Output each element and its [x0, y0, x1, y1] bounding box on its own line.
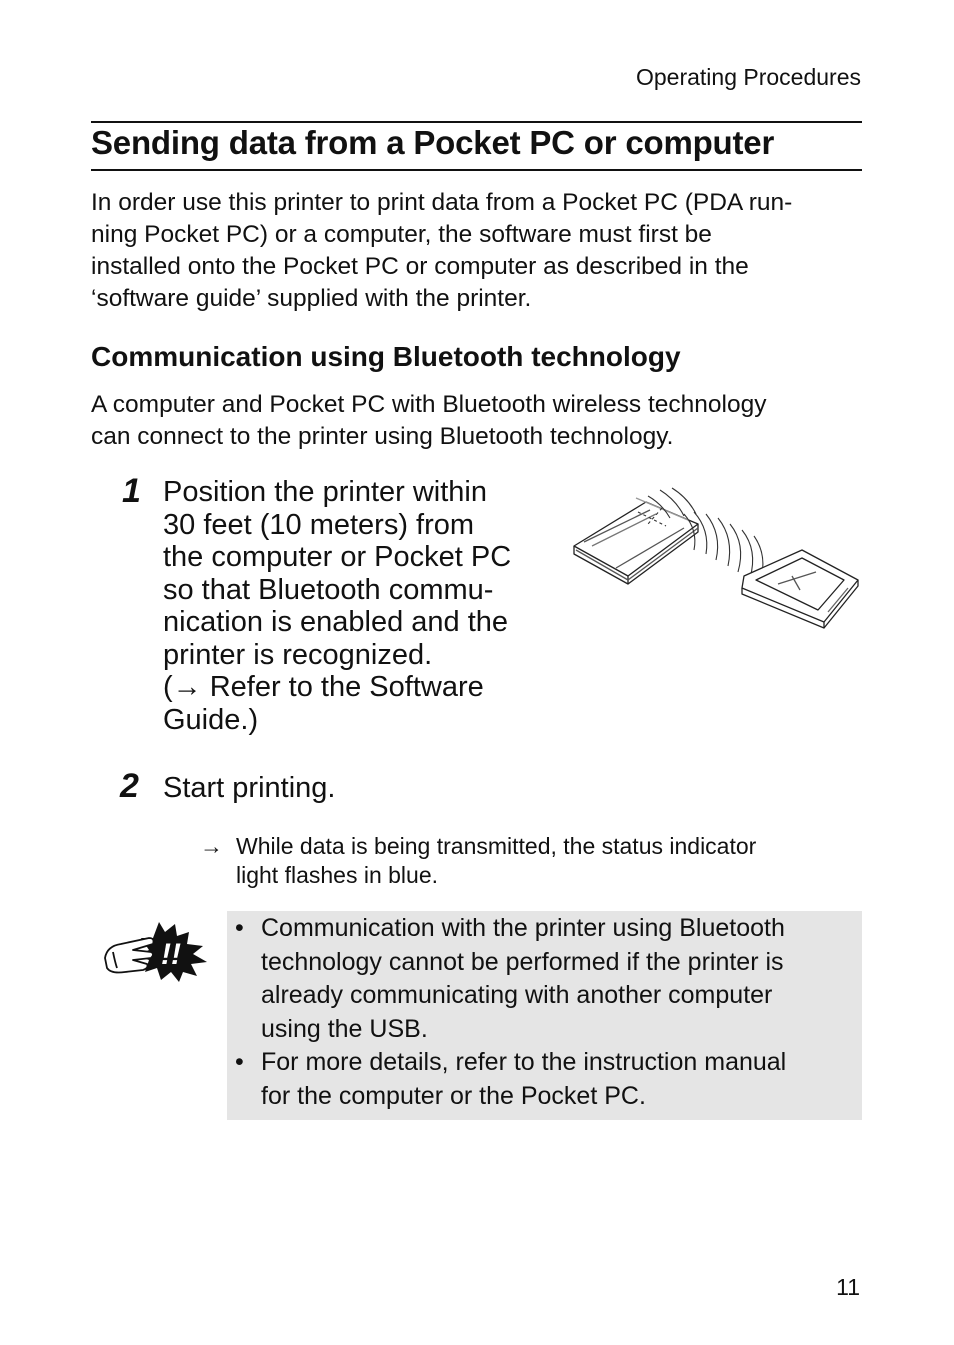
- step-number: 2: [120, 767, 139, 805]
- subsection-intro-line: A computer and Pocket PC with Bluetooth wireless technology: [91, 391, 767, 418]
- step-line: Position the printer within: [163, 476, 487, 508]
- step-line: 30 feet (10 meters) from: [163, 508, 475, 541]
- caution-line: using the USB.: [261, 1014, 428, 1043]
- step-line: printer is recognized.: [163, 638, 433, 671]
- intro-line: installed onto the Pocket PC or computer as described in the: [91, 253, 749, 280]
- status-note: [200, 832, 756, 890]
- step-line: so that Bluetooth commu-: [163, 573, 494, 606]
- status-note-text: [236, 832, 756, 890]
- caution-icon-text: !!: [161, 938, 181, 971]
- section-subheading: Communication using Bluetooth technology: [91, 341, 681, 372]
- note-line: light flashes in blue.: [236, 862, 439, 888]
- caution-line: For more details, refer to the instruction manual: [261, 1048, 787, 1076]
- subsection-intro: [91, 389, 871, 453]
- caution-line: Communication with the printer using Bluetooth: [261, 914, 785, 942]
- caution-line: already communicating with another computer: [261, 981, 773, 1009]
- step-number: 1: [122, 472, 141, 510]
- caution-list: [235, 912, 855, 1113]
- step-1-text: [163, 476, 563, 736]
- title-bottom-rule: [91, 169, 862, 171]
- step-line: Start printing.: [163, 772, 336, 804]
- subsection-intro-line: can connect to the printer using Bluetooth technology.: [91, 423, 674, 450]
- intro-line: ning Pocket PC) or a computer, the software must first be: [91, 221, 712, 248]
- step-2-text: [163, 772, 335, 805]
- note-line: While data is being transmitted, the status indicator: [236, 833, 757, 859]
- intro-paragraph: [91, 187, 871, 315]
- right-arrow-icon: →: [200, 833, 223, 859]
- bullet-icon: •: [235, 1048, 244, 1076]
- step-line: the computer or Pocket PC: [163, 541, 512, 573]
- intro-line: ‘software guide’ supplied with the printer.: [91, 285, 532, 312]
- step-line: (→ Refer to the Software: [163, 671, 484, 703]
- caution-list-item: [235, 1046, 855, 1113]
- caution-line: for the computer or the Pocket PC.: [261, 1081, 646, 1110]
- bullet-icon: •: [235, 914, 244, 942]
- intro-line: In order use this printer to print data from a Pocket PC (PDA run-: [91, 189, 793, 216]
- printer-to-pocketpc-illustration: [566, 484, 866, 634]
- page-title: Sending data from a Pocket PC or computer: [91, 124, 775, 161]
- title-top-rule: [91, 121, 862, 123]
- caution-line: technology cannot be performed if the printer is: [261, 947, 784, 976]
- step-line: Guide.): [163, 703, 259, 736]
- pocket-pc-icon: [742, 550, 858, 628]
- page-number: 11: [836, 1274, 860, 1300]
- caution-box: [227, 911, 862, 1120]
- pointing-hand: [105, 938, 154, 973]
- caution-list-item: [235, 912, 855, 1046]
- printer-icon: [574, 498, 698, 584]
- step-line: nication is enabled and the: [163, 606, 509, 638]
- section-header-label: Operating Procedures: [635, 64, 861, 90]
- caution-hand-icon: [103, 918, 211, 984]
